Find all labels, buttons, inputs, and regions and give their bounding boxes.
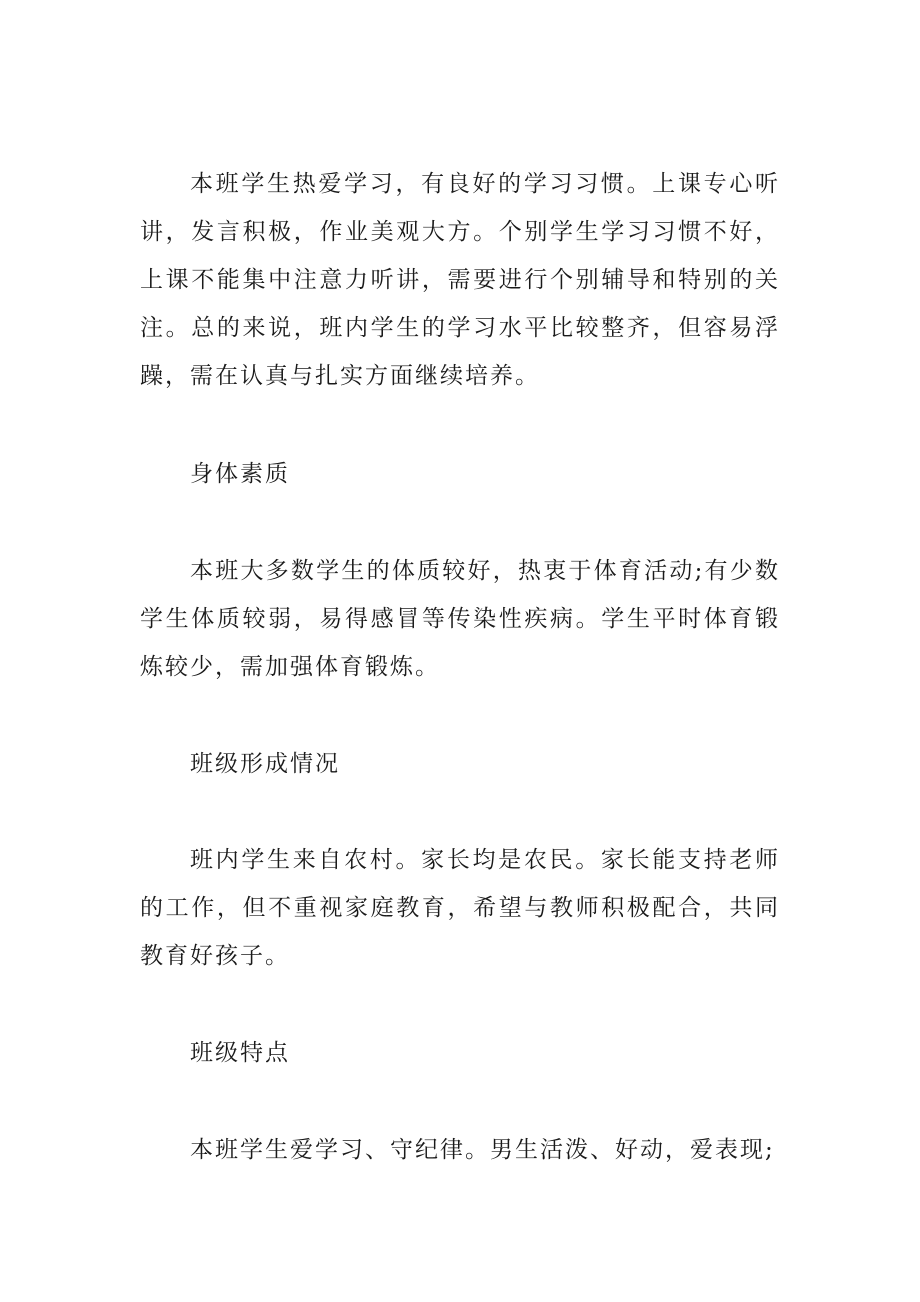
heading-class-features: 班级特点 [190, 1040, 290, 1066]
paragraph-study-habits: 本班学生热爱学习，有良好的学习习惯。上课专心听讲，发言积极，作业美观大方。个别学生学习习惯不好，上课不能集中注意力听讲，需要进行个别辅导和特别的关注。总的来说，班内学生的学习水平比较整齐，但容易浮躁，需在认真与扎实方面继续培养。 [140, 171, 780, 389]
paragraph-class-formation: 班内学生来自农村。家长均是农民。家长能支持老师的工作，但不重视家庭教育，希望与教师积极配合，共同教育好孩子。 [140, 847, 780, 969]
paragraph-physical-fitness: 本班大多数学生的体质较好，热衷于体育活动;有少数学生体质较弱，易得感冒等传染性疾病。学生平时体育锻炼较少，需加强体育锻炼。 [140, 558, 780, 680]
paragraph-class-features: 本班学生爱学习、守纪律。男生活泼、好动，爱表现; [190, 1137, 775, 1163]
heading-class-formation: 班级形成情况 [190, 751, 340, 777]
heading-physical-fitness: 身体素质 [190, 461, 290, 487]
